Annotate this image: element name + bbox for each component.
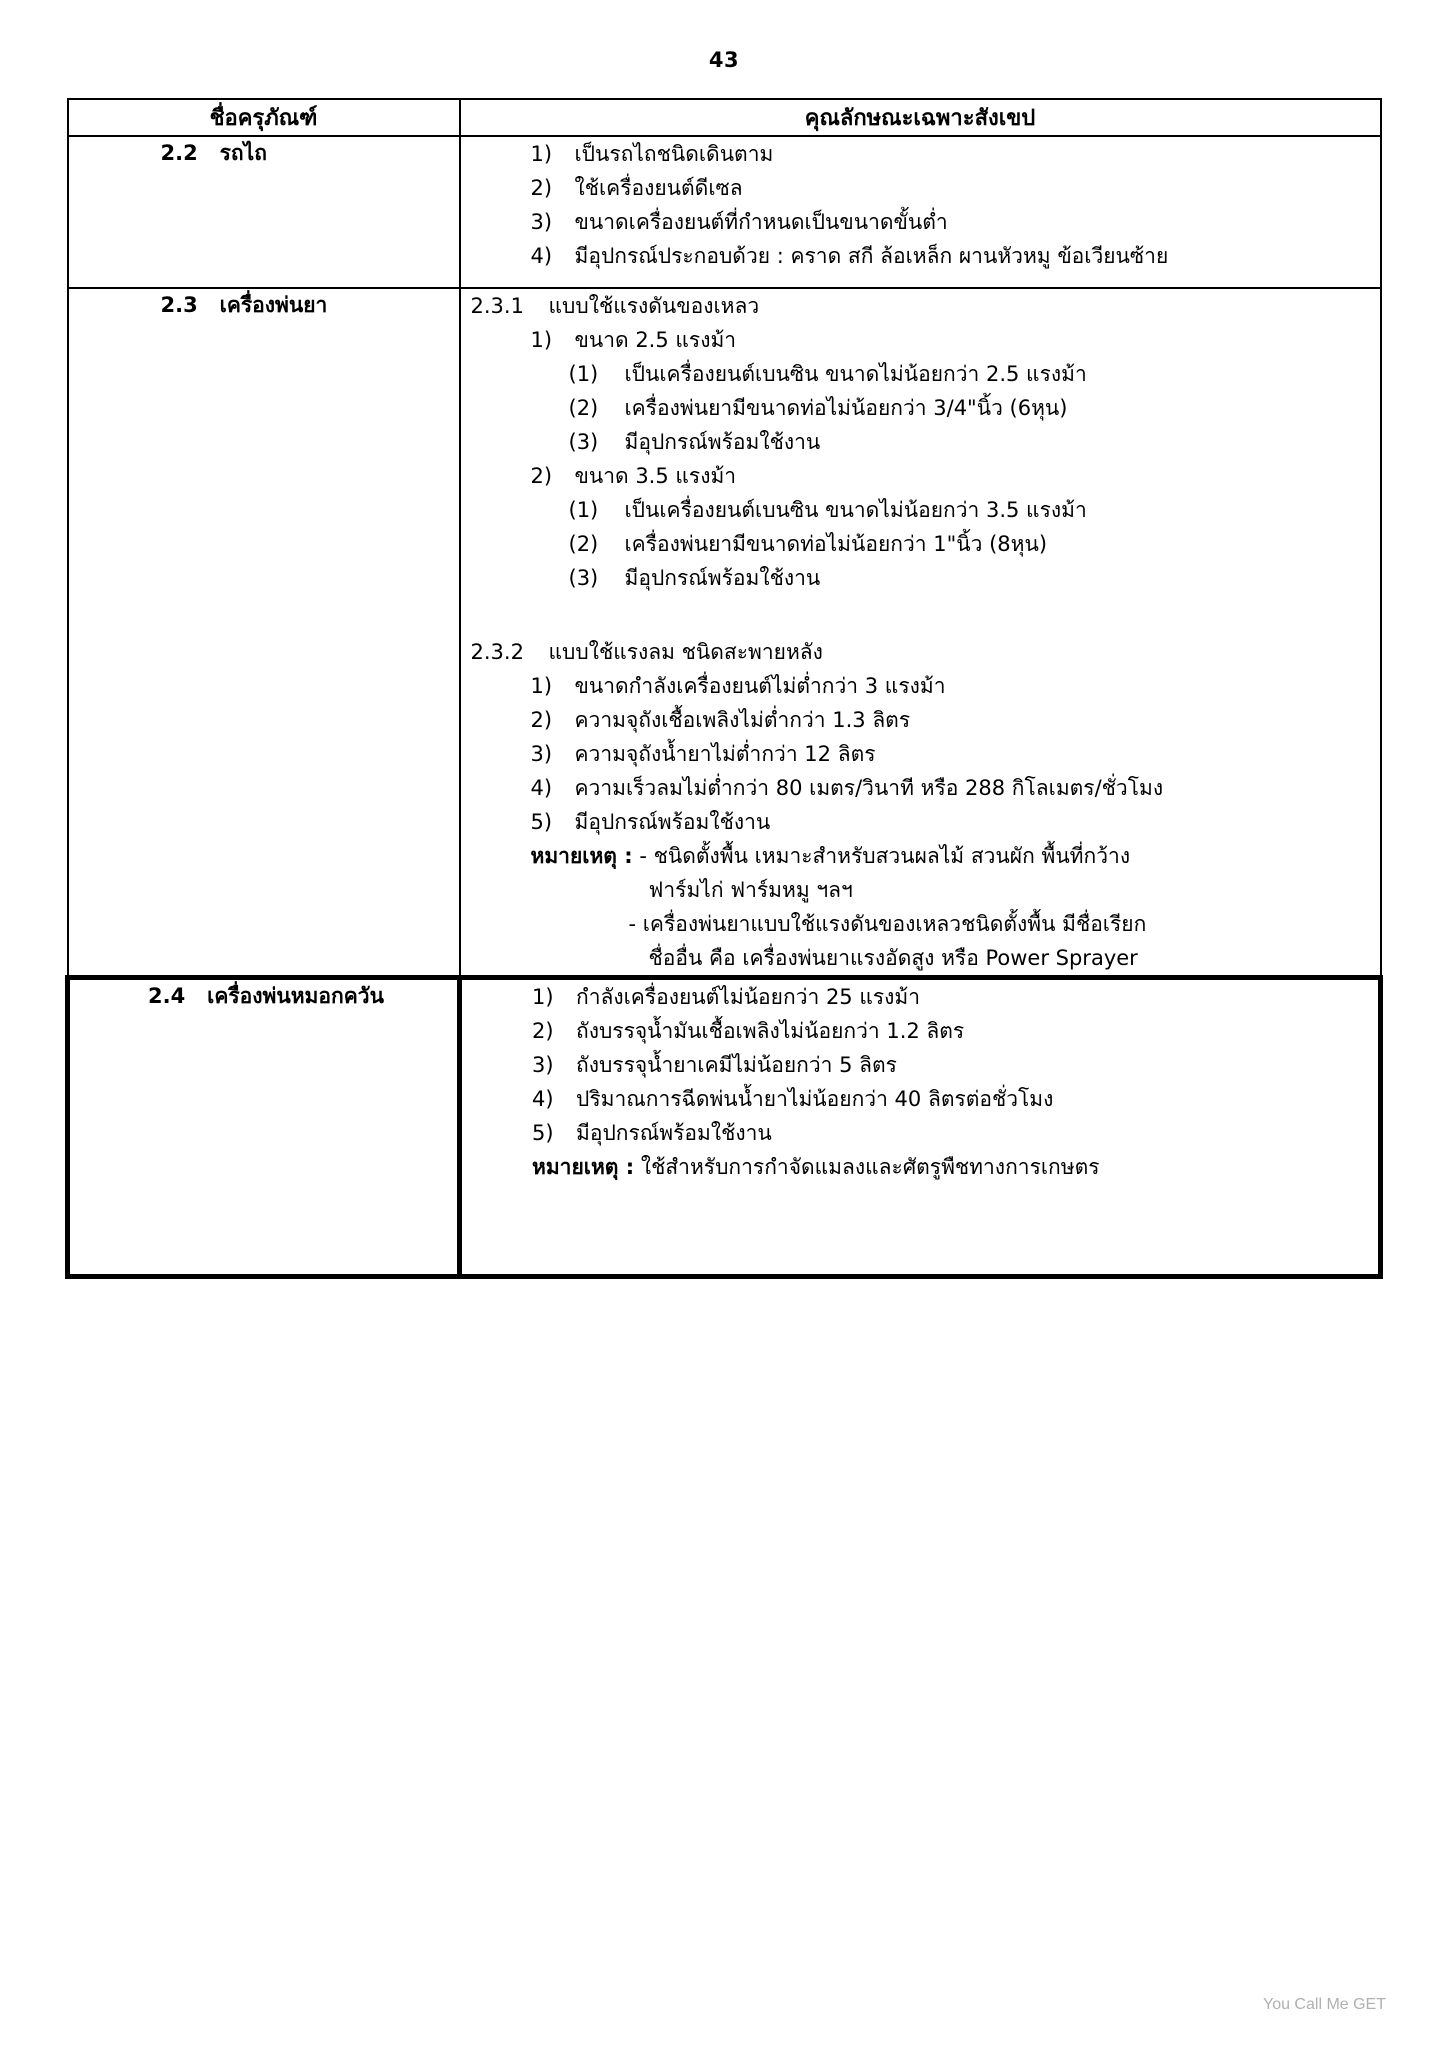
- item-spec-cell-2-2: [460, 136, 1381, 288]
- spec-line: [462, 1014, 1378, 1048]
- list-marker: 1): [530, 142, 553, 166]
- spec-line: [461, 771, 1380, 805]
- list-marker: 4): [532, 1087, 554, 1112]
- list-marker: 2): [530, 176, 553, 201]
- list-text: มีอุปกรณ์พร้อมใช้งาน: [574, 810, 771, 835]
- item-spec-cell-2-3: [460, 288, 1381, 978]
- spec-line: [461, 527, 1380, 561]
- list-text: เครื่องพ่นยามีขนาดท่อไม่น้อยกว่า 1"นิ้ว (8หุน): [624, 532, 1048, 557]
- list-text: ขนาดกำลังเครื่องยนต์ไม่ต่ำกว่า 3 แรงม้า: [574, 674, 946, 699]
- list-text: ขนาด 3.5 แรงม้า: [574, 464, 737, 489]
- note-line: [462, 1150, 1378, 1184]
- spec-line: [462, 1116, 1378, 1150]
- list-text: กำลังเครื่องยนต์ไม่น้อยกว่า 25 แรงม้า: [576, 985, 921, 1010]
- spec-bottom-spacer: [462, 1184, 1378, 1274]
- note-line: [461, 839, 1380, 873]
- list-marker: 1): [530, 674, 553, 699]
- list-marker: 2.3.2: [470, 640, 524, 665]
- item-name-cell-2-2: [68, 136, 460, 288]
- spec-line: [461, 561, 1380, 595]
- list-marker: 1): [532, 985, 554, 1010]
- list-marker: (2): [568, 396, 599, 421]
- note-text: ใช้สำหรับการกำจัดแมลงและศัตรูพืชทางการเกษตร: [640, 1155, 1100, 1180]
- spec-line: [461, 323, 1380, 357]
- list-text: แบบใช้แรงลม ชนิดสะพายหลัง: [548, 640, 823, 665]
- note-line: [461, 907, 1380, 941]
- item-label-2-3: เครื่องพ่นยา: [219, 293, 328, 318]
- note-line: [461, 873, 1380, 907]
- list-text: แบบใช้แรงดันของเหลว: [548, 294, 760, 319]
- note-label: หมายเหตุ :: [532, 1155, 635, 1180]
- item-number-2-3: 2.3: [160, 293, 198, 318]
- spec-line: [461, 171, 1380, 205]
- item-spec-cell-2-4: [460, 978, 1381, 1277]
- item-label-2-2: รถไถ: [219, 141, 267, 165]
- list-marker: (1): [568, 362, 599, 387]
- spec-line: [461, 669, 1380, 703]
- list-marker: (2): [568, 532, 599, 557]
- spec-line: [461, 137, 1380, 171]
- note-line: [461, 941, 1380, 975]
- list-text: ความเร็วลมไม่ต่ำกว่า 80 เมตร/วินาที หรือ 288 กิโลเมตร/ชั่วโมง: [574, 776, 1164, 801]
- spec-line: [461, 459, 1380, 493]
- spec-line: [461, 205, 1380, 239]
- list-text: มีอุปกรณ์ประกอบด้วย : คราด สกี ล้อเหล็ก ผานหัวหมู ข้อเวียนซ้าย: [574, 244, 1169, 269]
- spec-line: [462, 980, 1378, 1014]
- list-marker: 2): [532, 1019, 554, 1044]
- spec-line: [461, 737, 1380, 771]
- spec-spacer: [461, 595, 1380, 635]
- item-label-2-4: เครื่องพ่นหมอกควัน: [207, 984, 384, 1009]
- item-number-2-2: 2.2: [160, 141, 198, 165]
- spec-line: [461, 289, 1380, 323]
- list-text: ปริมาณการฉีดพ่นน้ำยาไม่น้อยกว่า 40 ลิตรต่อชั่วโมง: [576, 1087, 1054, 1112]
- list-text: ถังบรรจุน้ำมันเชื้อเพลิงไม่น้อยกว่า 1.2 ลิตร: [576, 1019, 965, 1044]
- watermark: You Call Me GET: [1262, 1996, 1386, 2013]
- list-marker: (1): [568, 498, 599, 523]
- table-row: [68, 978, 1381, 1277]
- note-text: - เครื่องพ่นยาแบบใช้แรงดันของเหลวชนิดตั้งพื้น มีชื่อเรียก: [628, 912, 1147, 937]
- list-marker: 4): [530, 776, 553, 801]
- spec-line: [461, 239, 1380, 273]
- list-text: ความจุถังน้ำยาไม่ต่ำกว่า 12 ลิตร: [574, 742, 876, 767]
- list-text: ความจุถังเชื้อเพลิงไม่ต่ำกว่า 1.3 ลิตร: [574, 708, 911, 733]
- table-row: [68, 136, 1381, 288]
- list-text: มีอุปกรณ์พร้อมใช้งาน: [576, 1121, 772, 1146]
- list-text: เป็นเครื่องยนต์เบนซิน ขนาดไม่น้อยกว่า 2.5 แรงม้า: [624, 362, 1087, 387]
- list-marker: 3): [530, 210, 553, 235]
- list-text: ขนาดเครื่องยนต์ที่กำหนดเป็นขนาดขั้นต่ำ: [574, 210, 948, 235]
- list-marker: 2): [530, 708, 553, 733]
- list-marker: 5): [530, 810, 553, 835]
- list-marker: (3): [568, 566, 599, 591]
- list-marker: 4): [530, 244, 553, 269]
- note-text: ฟาร์มไก่ ฟาร์มหมู ฯลฯ: [648, 878, 853, 903]
- spec-line: [461, 805, 1380, 839]
- item-name-cell-2-3: [68, 288, 460, 978]
- list-text: ใช้เครื่องยนต์ดีเซล: [574, 176, 743, 201]
- spec-line: [461, 493, 1380, 527]
- list-text: เป็นเครื่องยนต์เบนซิน ขนาดไม่น้อยกว่า 3.5 แรงม้า: [624, 498, 1087, 523]
- note-label: หมายเหตุ :: [530, 844, 633, 869]
- list-text: เป็นรถไถชนิดเดินตาม: [574, 142, 774, 166]
- item-name-cell-2-4: [68, 978, 460, 1277]
- list-text: ขนาด 2.5 แรงม้า: [574, 328, 737, 353]
- list-marker: 5): [532, 1121, 554, 1146]
- list-marker: 1): [530, 328, 553, 353]
- spec-line: [462, 1082, 1378, 1116]
- specification-table: [65, 98, 1383, 1279]
- spec-line: [461, 703, 1380, 737]
- list-text: มีอุปกรณ์พร้อมใช้งาน: [624, 566, 821, 591]
- list-text: เครื่องพ่นยามีขนาดท่อไม่น้อยกว่า 3/4"นิ้ว (6หุน): [624, 396, 1068, 421]
- page-number: 43: [708, 48, 740, 72]
- list-marker: 2): [530, 464, 553, 489]
- spec-line: [461, 391, 1380, 425]
- note-text: ชื่ออื่น คือ เครื่องพ่นยาแรงอัดสูง หรือ Power Sprayer: [648, 946, 1138, 971]
- table-header-row: [68, 99, 1381, 136]
- table-row: [68, 288, 1381, 978]
- header-cell-spec: คุณลักษณะเฉพาะสังเขป: [460, 99, 1381, 136]
- list-marker: 3): [530, 742, 553, 767]
- list-marker: 3): [532, 1053, 554, 1078]
- note-text: - ชนิดตั้งพื้น เหมาะสำหรับสวนผลไม้ สวนผัก พื้นที่กว้าง: [639, 844, 1131, 869]
- list-text: ถังบรรจุน้ำยาเคมีไม่น้อยกว่า 5 ลิตร: [576, 1053, 897, 1078]
- spec-line: [461, 425, 1380, 459]
- spec-line: [461, 357, 1380, 391]
- spec-line: [462, 1048, 1378, 1082]
- spec-line: [461, 635, 1380, 669]
- list-text: มีอุปกรณ์พร้อมใช้งาน: [624, 430, 821, 455]
- list-marker: 2.3.1: [470, 294, 524, 319]
- item-number-2-4: 2.4: [148, 984, 186, 1009]
- list-marker: (3): [568, 430, 599, 455]
- header-cell-name: ชื่อครุภัณฑ์: [68, 99, 460, 136]
